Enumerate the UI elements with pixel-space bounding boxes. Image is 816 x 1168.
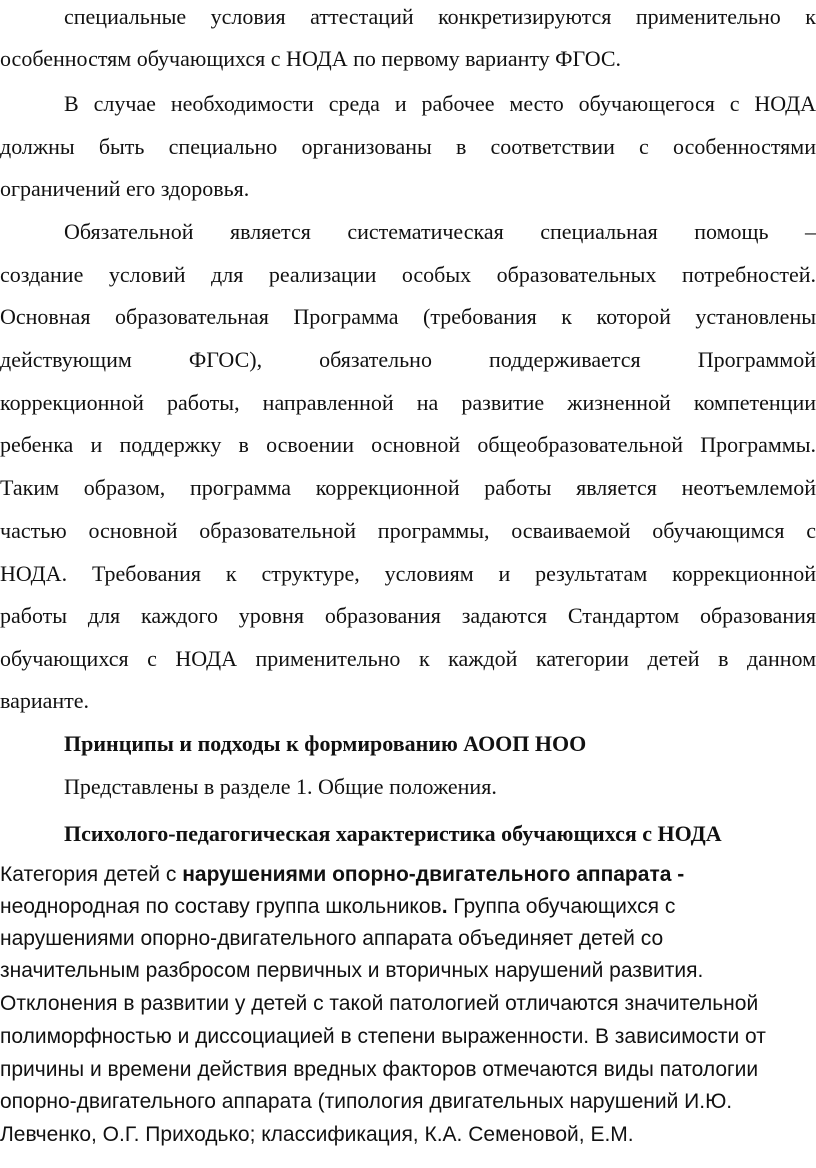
s2-line-2-dot: .	[441, 895, 448, 918]
s2-line-4: значительным разбросом первичных и вторичных нарушений развития.	[0, 959, 704, 982]
s2-line-1	[0, 864, 684, 885]
s2-line-1-a: Категория детей с	[0, 863, 183, 886]
p3-line-4: действующим ФГОС), обязательно поддерживается Программой	[0, 347, 816, 372]
s2-line-3: нарушениями опорно-двигательного аппарата объединяет детей со	[0, 927, 664, 950]
p2-line-1: В случае необходимости среда и рабочее место обучающегося с НОДА	[64, 91, 816, 116]
p3-line-9: НОДА. Требования к структуре, условиям и результатам коррекционной	[0, 561, 816, 586]
p3-line-6: ребенка и поддержку в освоении основной общеобразовательной Программы.	[0, 432, 816, 457]
p3-line-3: Основная образовательная Программа (требования к которой установлены	[0, 304, 816, 329]
p1-line-2: особенностям обучающихся с НОДА по первому варианту ФГОС.	[0, 46, 622, 71]
p2-line-3: ограничений его здоровья.	[0, 176, 250, 201]
heading-principles: Принципы и подходы к формированию АООП НОО	[64, 731, 587, 756]
heading-principles-text: Представлены в разделе 1. Общие положения.	[64, 774, 497, 799]
p3-line-12: варианте.	[0, 688, 90, 713]
s2-line-9: Левченко, О.Г. Приходько; классификация, К.А. Семеновой, Е.М.	[0, 1123, 634, 1146]
heading-characteristics: Психолого-педагогическая характеристика обучающихся с НОДА	[64, 821, 722, 846]
s2-line-2-c: Группа обучающихся с	[447, 895, 676, 918]
s2-line-1-c: -	[671, 863, 685, 886]
s2-line-2-a: неоднородная по составу группа школьников	[0, 895, 442, 918]
s2-line-8: опорно-двигательного аппарата (типология двигательных нарушений И.Ю.	[0, 1090, 733, 1113]
p3-line-1: Обязательной является систематическая специальная помощь –	[64, 219, 816, 244]
p3-line-11: обучающихся с НОДА применительно к каждой категории детей в данном	[0, 646, 816, 671]
s2-line-2	[0, 896, 675, 917]
p3-line-8: частью основной образовательной программы, осваиваемой обучающимся с	[0, 518, 816, 543]
s2-line-7: причины и времени действия вредных факторов отмечаются виды патологии	[0, 1058, 759, 1081]
p3-line-2: создание условий для реализации особых образовательных потребностей.	[0, 262, 816, 287]
s2-line-1-bold: нарушениями опорно-двигательного аппарата	[182, 863, 672, 886]
p3-line-7: Таким образом, программа коррекционной работы является неотъемлемой	[0, 475, 816, 500]
s2-line-6: полиморфностью и диссоциацией в степени выраженности. В зависимости от	[0, 1025, 766, 1048]
p3-line-10: работы для каждого уровня образования задаются Стандартом образования	[0, 603, 816, 628]
s2-line-5: Отклонения в развитии у детей с такой патологией отличаются значительной	[0, 992, 759, 1015]
p2-line-2: должны быть специально организованы в соответствии с особенностями	[0, 134, 816, 159]
p3-line-5: коррекционной работы, направленной на развитие жизненной компетенции	[0, 390, 816, 415]
p1-line-1: специальные условия аттестаций конкретизируются применительно к	[64, 4, 816, 29]
